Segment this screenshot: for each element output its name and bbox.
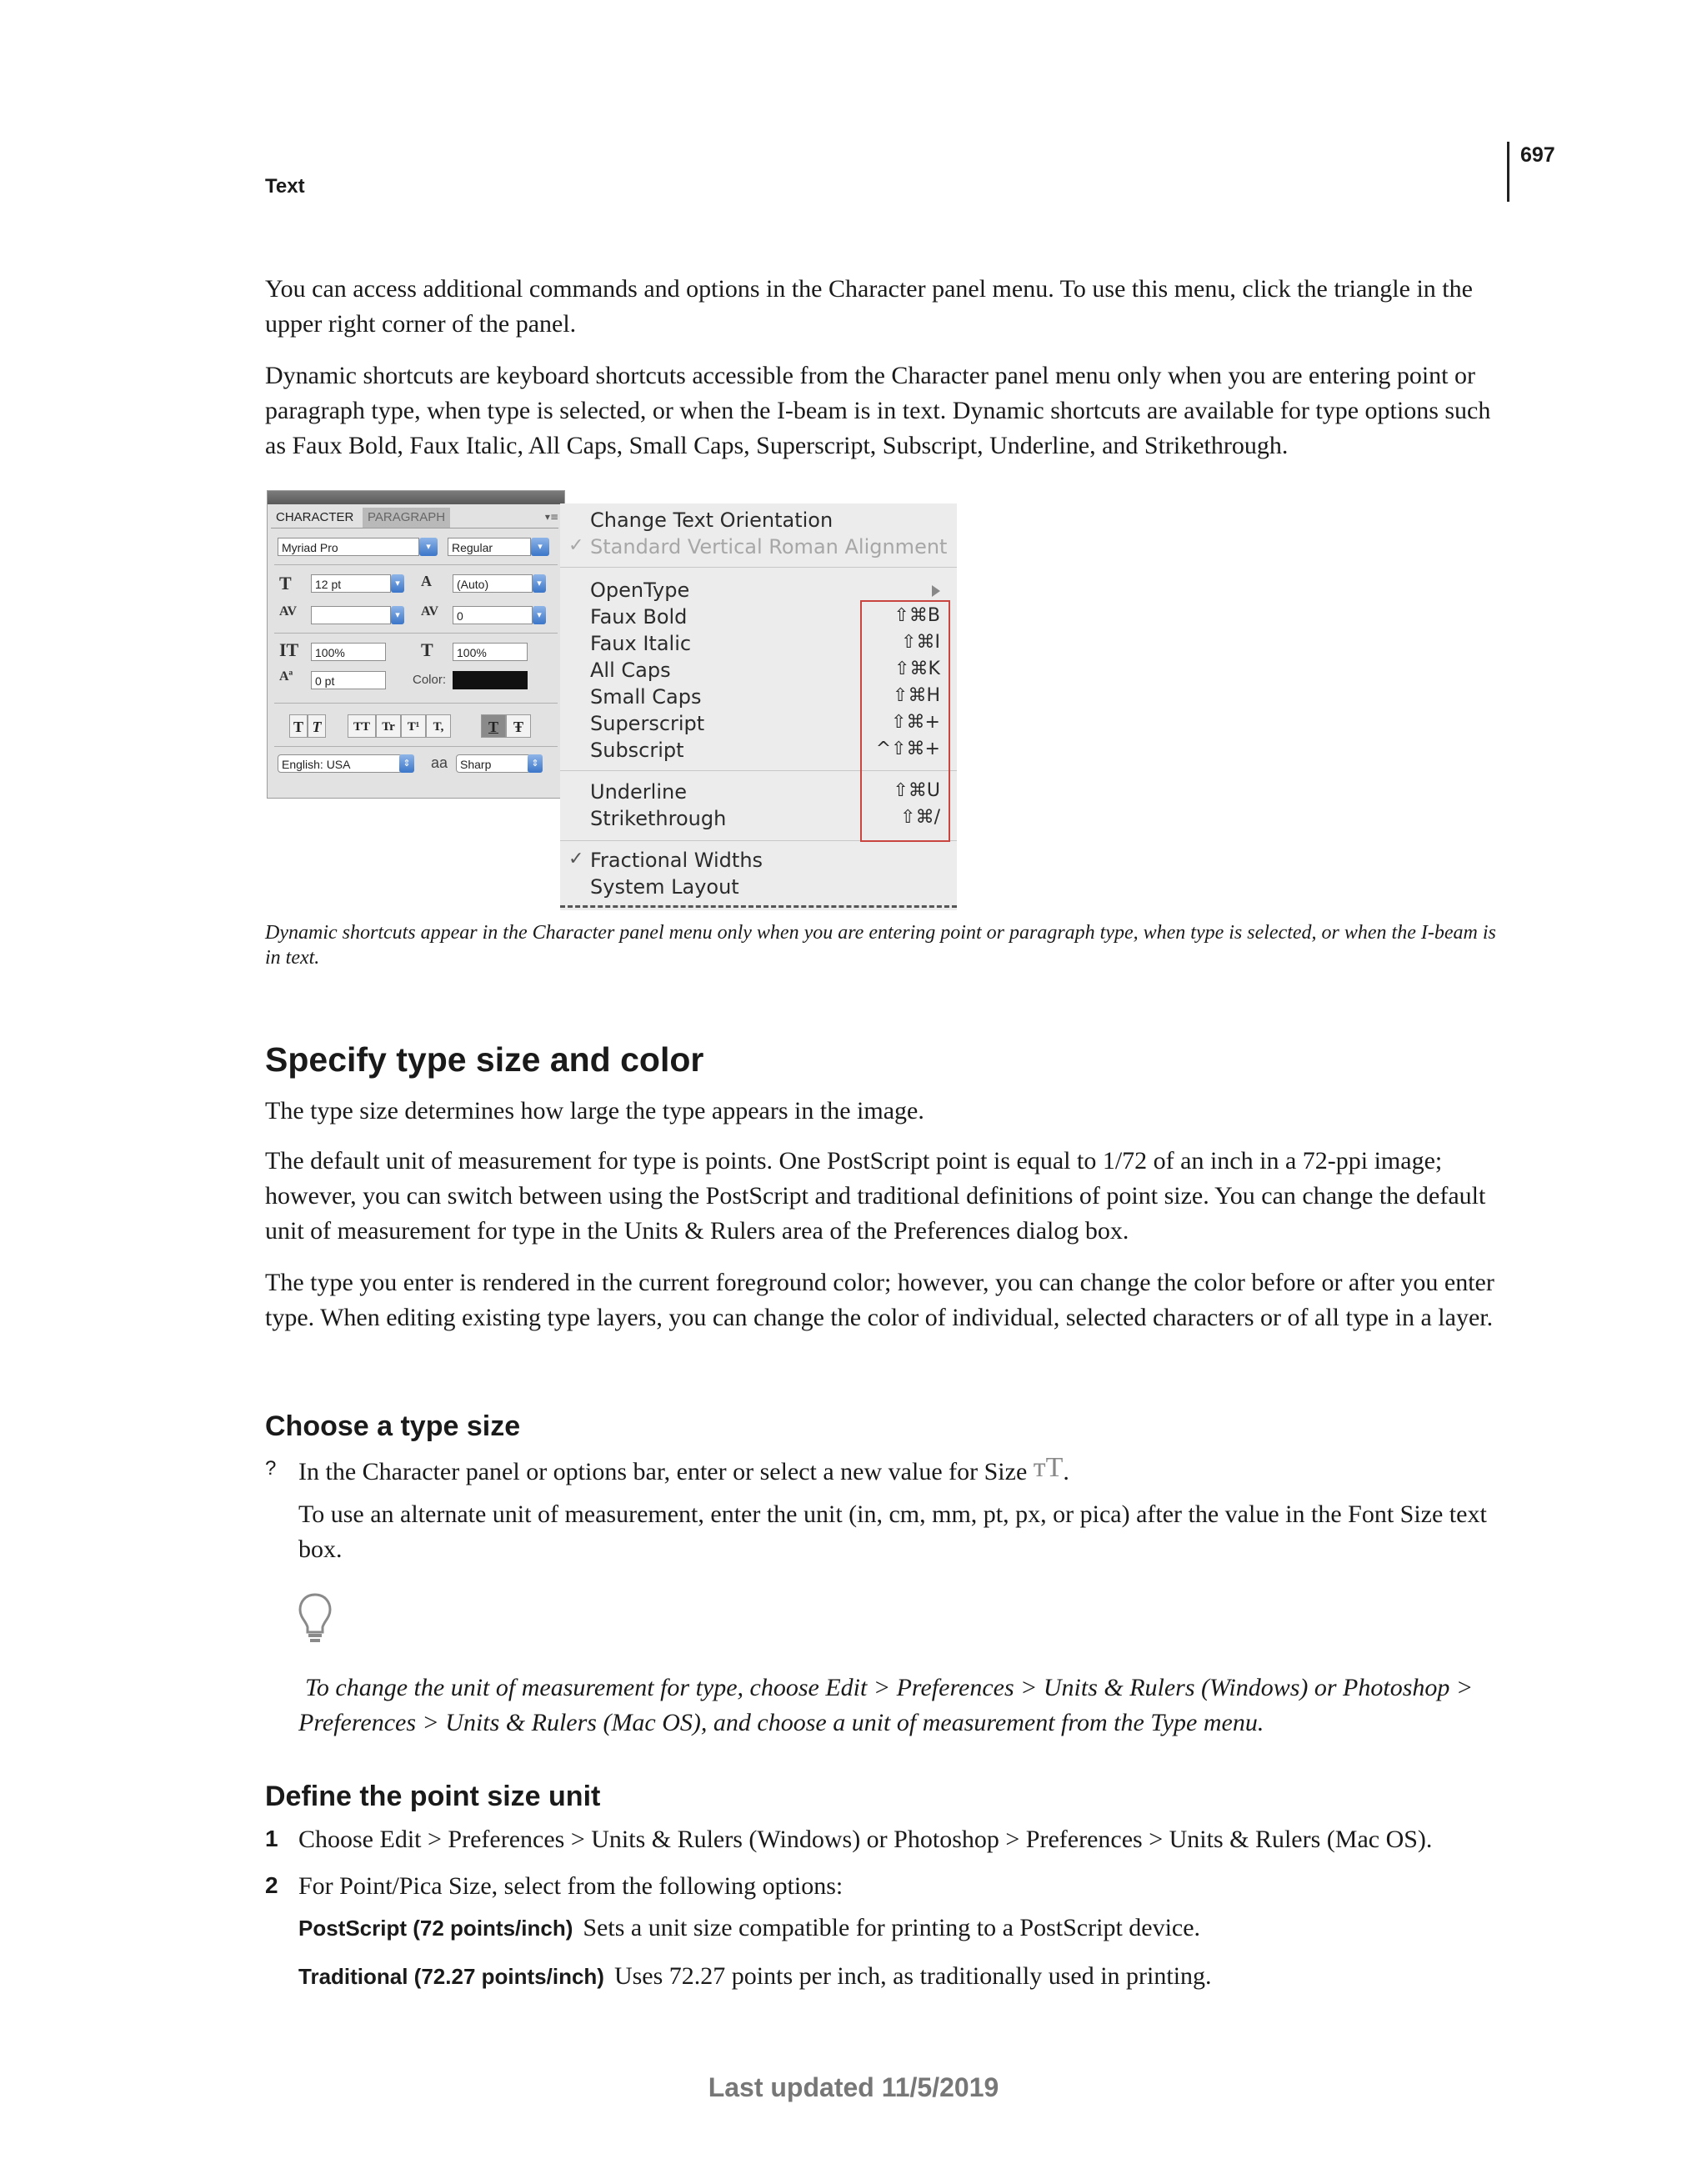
- font-family-field[interactable]: Myriad Pro: [278, 538, 419, 556]
- intro-paragraph-2: Dynamic shortcuts are keyboard shortcuts accessible from the Character panel menu only when you are entering point or paragraph type, when type is selected, or when the I-beam is in text. Dynamic shortcuts are available for type options such as Faux Bold, Faux Italic, All Caps, Small Caps, Superscript, Subscript, Underline, and Strikethrough.: [265, 362, 1491, 459]
- menu-item-fractional-widths[interactable]: Fractional Widths: [590, 849, 763, 872]
- shortcut-small-caps: ⇧⌘H: [893, 685, 940, 706]
- running-head: Text: [265, 175, 305, 198]
- choose-step-end: .: [1063, 1458, 1069, 1485]
- section-paragraph-3: The type you enter is rendered in the current foreground color; however, you can change the color before or after you enter type. When editing existing type layers, you can change the color of individual, selected characters or of all type in a layer.: [265, 1269, 1494, 1331]
- character-panel-menu: [560, 503, 957, 910]
- vertical-scale-field[interactable]: 100%: [311, 643, 386, 661]
- figure-caption: Dynamic shortcuts appear in the Character panel menu only when you are entering point or paragraph type, when type is selected, or when the I-beam is in text.: [265, 922, 1496, 969]
- menu-bottom-dashed-edge: [560, 905, 957, 910]
- menu-item-underline[interactable]: Underline: [590, 780, 687, 804]
- step-text: Choose Edit > Preferences > Units & Rulers (Windows) or Photoshop > Preferences > Units & Rulers (Mac OS).: [298, 1826, 1433, 1853]
- horizontal-scale-field[interactable]: 100%: [453, 643, 528, 661]
- vertical-scale-icon: IT: [279, 639, 299, 660]
- tip-text: To change the unit of measurement for type, choose Edit > Preferences > Units & Rulers (Windows) or Photoshop > Preferences > Units & Rulers (Mac OS), and choose a unit of measurement from the Type menu.: [298, 1674, 1474, 1736]
- shortcut-highlight-box: [860, 600, 950, 842]
- color-swatch[interactable]: [453, 671, 528, 689]
- bullet-marker: ?: [265, 1457, 277, 1480]
- choose-note: To use an alternate unit of measurement, enter the unit (in, cm, mm, pt, px, or pica) after the value in the Font Size text box.: [298, 1500, 1487, 1563]
- choose-step: [298, 1450, 1069, 1490]
- tracking-icon: AV: [421, 604, 439, 619]
- panel-separator: [274, 703, 558, 704]
- kerning-icon: AV: [279, 604, 298, 619]
- character-panel: [267, 490, 565, 799]
- submenu-arrow-icon: [932, 585, 940, 597]
- font-style-field[interactable]: Regular: [448, 538, 531, 556]
- baseline-shift-field[interactable]: 0 pt: [311, 671, 386, 689]
- kerning-field[interactable]: [311, 606, 391, 624]
- leading-field[interactable]: (Auto): [453, 574, 533, 593]
- shortcut-all-caps: ⇧⌘K: [894, 659, 940, 679]
- font-size-icon: T: [279, 573, 292, 594]
- menu-item-faux-italic[interactable]: Faux Italic: [590, 632, 692, 655]
- tab-paragraph[interactable]: PARAGRAPH: [363, 508, 450, 528]
- tip-lightbulb-icon: [297, 1592, 333, 1644]
- language-dropdown[interactable]: ⇕: [399, 754, 414, 773]
- faux-bold-button[interactable]: T: [289, 714, 308, 738]
- shortcut-faux-italic: ⇧⌘I: [901, 632, 940, 653]
- shortcut-superscript: ⇧⌘+: [891, 712, 940, 733]
- menu-item-standard-vertical-roman-alignment: Standard Vertical Roman Alignment: [590, 535, 948, 559]
- menu-item-subscript[interactable]: Subscript: [590, 739, 684, 762]
- shortcut-subscript: ^⇧⌘+: [875, 739, 940, 759]
- menu-item-opentype[interactable]: OpenType: [590, 579, 690, 602]
- step-number: 2: [265, 1872, 278, 1898]
- underline-button[interactable]: T: [481, 714, 506, 738]
- choose-step-text: In the Character panel or options bar, enter or select a new value for Size: [298, 1458, 1028, 1485]
- intro-paragraph-1: You can access additional commands and options in the Character panel menu. To use this menu, click the triangle in the upper right corner of the panel.: [265, 275, 1473, 338]
- menu-item-strikethrough[interactable]: Strikethrough: [590, 807, 727, 830]
- strikethrough-button[interactable]: Ŧ: [506, 714, 531, 738]
- option-description: Sets a unit size compatible for printing to a PostScript device.: [583, 1914, 1201, 1941]
- antialias-dropdown[interactable]: ⇕: [528, 754, 543, 773]
- menu-item-change-text-orientation[interactable]: Change Text Orientation: [590, 508, 833, 532]
- panel-tabs: [271, 508, 558, 528]
- faux-italic-button[interactable]: T: [308, 714, 326, 738]
- footer-last-updated: Last updated 11/5/2019: [708, 2072, 999, 2102]
- check-icon: ✓: [568, 535, 584, 556]
- panel-separator: [274, 564, 558, 565]
- leading-icon: A: [421, 573, 432, 589]
- font-size-field[interactable]: 12 pt: [311, 574, 391, 593]
- option-postscript: [298, 1914, 1200, 1942]
- font-style-dropdown[interactable]: ▾: [531, 538, 549, 556]
- panel-titlebar: [268, 491, 564, 504]
- superscript-button[interactable]: T¹: [401, 714, 426, 738]
- option-term: PostScript (72 points/inch): [298, 1916, 573, 1941]
- panel-separator: [274, 746, 558, 747]
- panel-separator: [274, 633, 558, 634]
- menu-item-small-caps[interactable]: Small Caps: [590, 685, 702, 709]
- font-family-dropdown[interactable]: ▾: [419, 538, 438, 556]
- menu-item-faux-bold[interactable]: Faux Bold: [590, 605, 688, 629]
- option-description: Uses 72.27 points per inch, as traditionally used in printing.: [613, 1962, 1212, 1990]
- font-size-icon: ᴛT: [1033, 1452, 1064, 1483]
- menu-item-superscript[interactable]: Superscript: [590, 712, 705, 735]
- menu-item-system-layout[interactable]: System Layout: [590, 875, 739, 899]
- color-label: Color:: [413, 673, 447, 687]
- leading-dropdown[interactable]: ▾: [533, 574, 546, 593]
- section-paragraph-2: The default unit of measurement for type is points. One PostScript point is equal to 1/72 of an inch in a 72-ppi image; however, you can switch between using the PostScript and traditional definitions of point size. You can change the default unit of measurement for type in the Units & Rulers area of the Preferences dialog box.: [265, 1147, 1486, 1245]
- baseline-shift-icon: Aª: [279, 669, 293, 684]
- check-icon: ✓: [568, 849, 584, 869]
- kerning-dropdown[interactable]: ▾: [391, 606, 404, 624]
- tab-character[interactable]: CHARACTER: [276, 510, 354, 524]
- menu-separator: [560, 567, 957, 568]
- option-traditional: [298, 1962, 1212, 1991]
- shortcut-faux-bold: ⇧⌘B: [894, 605, 940, 626]
- subscript-button[interactable]: T,: [426, 714, 451, 738]
- panel-menu-icon[interactable]: ▾≡: [544, 511, 558, 523]
- all-caps-button[interactable]: TT: [348, 714, 376, 738]
- language-field[interactable]: English: USA: [278, 754, 403, 773]
- small-caps-button[interactable]: Tr: [376, 714, 401, 738]
- antialias-field[interactable]: Sharp: [456, 754, 531, 773]
- tracking-field[interactable]: 0: [453, 606, 533, 624]
- menu-item-all-caps[interactable]: All Caps: [590, 659, 671, 682]
- antialias-icon: aa: [431, 754, 448, 771]
- page-number: 697: [1520, 143, 1555, 167]
- subsection-title-choose: Choose a type size: [265, 1410, 521, 1442]
- tracking-dropdown[interactable]: ▾: [533, 606, 546, 624]
- shortcut-strikethrough: ⇧⌘/: [900, 807, 940, 828]
- subsection-title-define: Define the point size unit: [265, 1781, 601, 1812]
- option-term: Traditional (72.27 points/inch): [298, 1964, 604, 1989]
- step-number: 1: [265, 1826, 278, 1851]
- horizontal-scale-icon: T: [421, 639, 433, 660]
- font-size-dropdown[interactable]: ▾: [391, 574, 404, 593]
- page-number-rule: [1507, 142, 1509, 202]
- shortcut-underline: ⇧⌘U: [893, 780, 940, 801]
- step-text: For Point/Pica Size, select from the following options:: [298, 1872, 843, 1900]
- section-title: Specify type size and color: [265, 1040, 704, 1079]
- section-paragraph-1: The type size determines how large the type appears in the image.: [265, 1097, 924, 1125]
